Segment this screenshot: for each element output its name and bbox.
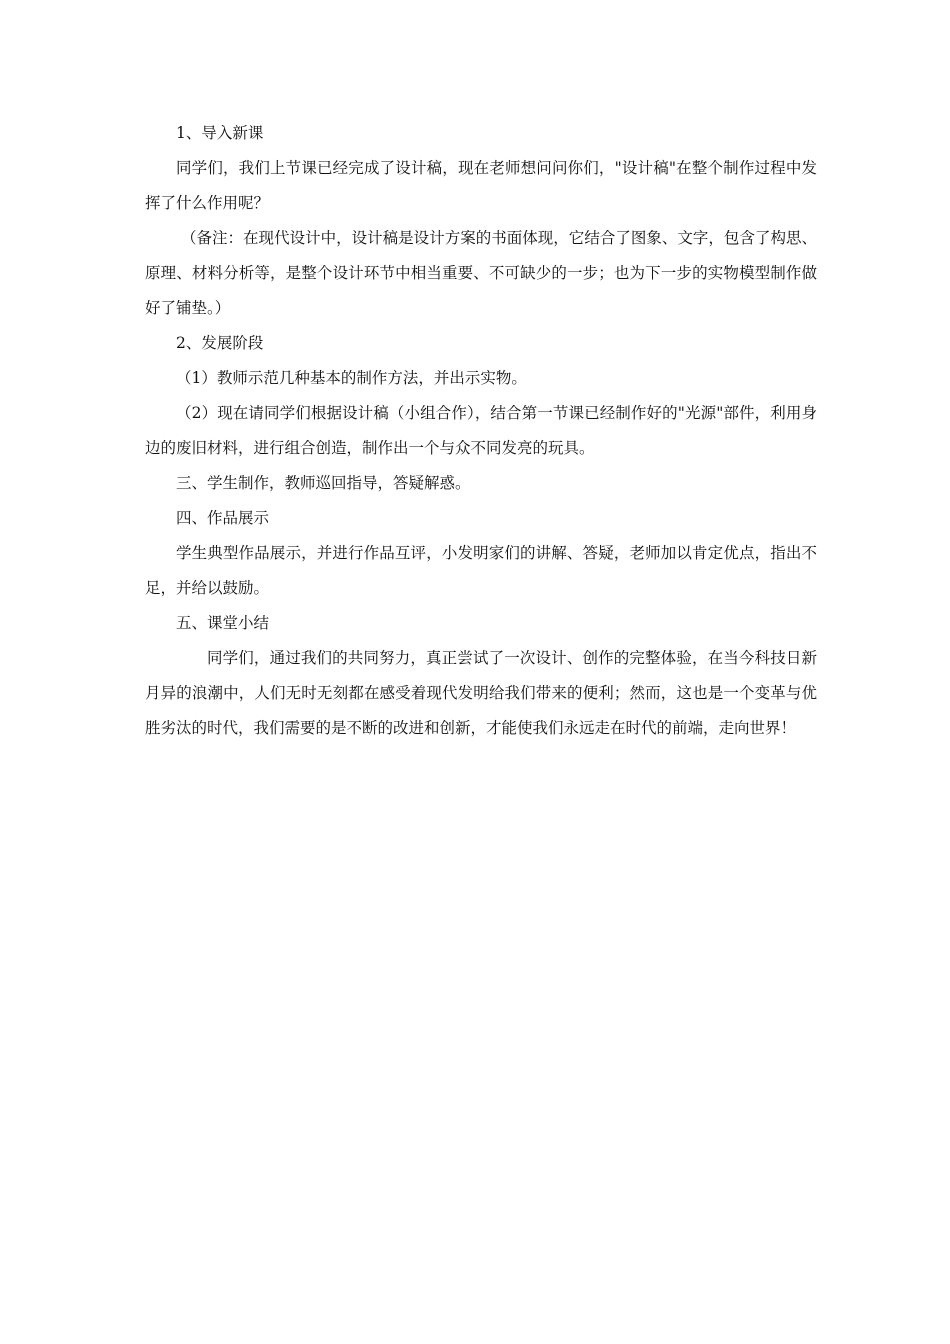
paragraph-step-2: （2）现在请同学们根据设计稿（小组合作），结合第一节课已经制作好的"光源"部件，利用身边的废旧材料，进行组合创造，制作出一个与众不同发亮的玩具。: [145, 404, 817, 457]
paragraph-note: （备注：在现代设计中，设计稿是设计方案的书面体现，它结合了图象、文字，包含了构思、原理、材料分析等，是整个设计环节中相当重要、不可缺少的一步；也为下一步的实物模型制作做好了铺垫。）: [145, 229, 817, 317]
heading-development-stage: 2、发展阶段: [176, 334, 264, 352]
document-body: [145, 116, 817, 746]
paragraph-intro-question: 同学们，我们上节课已经完成了设计稿，现在老师想问问你们，"设计稿"在整个制作过程中发挥了什么作用呢？: [145, 159, 817, 212]
paragraph-work-display: 学生典型作品展示，并进行作品互评，小发明家们的讲解、答疑，老师加以肯定优点，指出不足，并给以鼓励。: [145, 544, 817, 597]
heading-class-summary: 五、课堂小结: [176, 614, 270, 632]
paragraph-step-1: （1）教师示范几种基本的制作方法，并出示实物。: [176, 369, 527, 387]
heading-work-display: 四、作品展示: [176, 509, 270, 527]
heading-student-making: 三、学生制作，教师巡回指导，答疑解惑。: [176, 474, 471, 492]
heading-import-new-lesson: 1、导入新课: [176, 124, 264, 142]
paragraph-summary: 同学们，通过我们的共同努力，真正尝试了一次设计、创作的完整体验，在当今科技日新月异的浪潮中，人们无时无刻都在感受着现代发明给我们带来的便利；然而，这也是一个变革与优胜劣汰的时代，我们需要的是不断的改进和创新，才能使我们永远走在时代的前端，走向世界！: [145, 649, 817, 737]
